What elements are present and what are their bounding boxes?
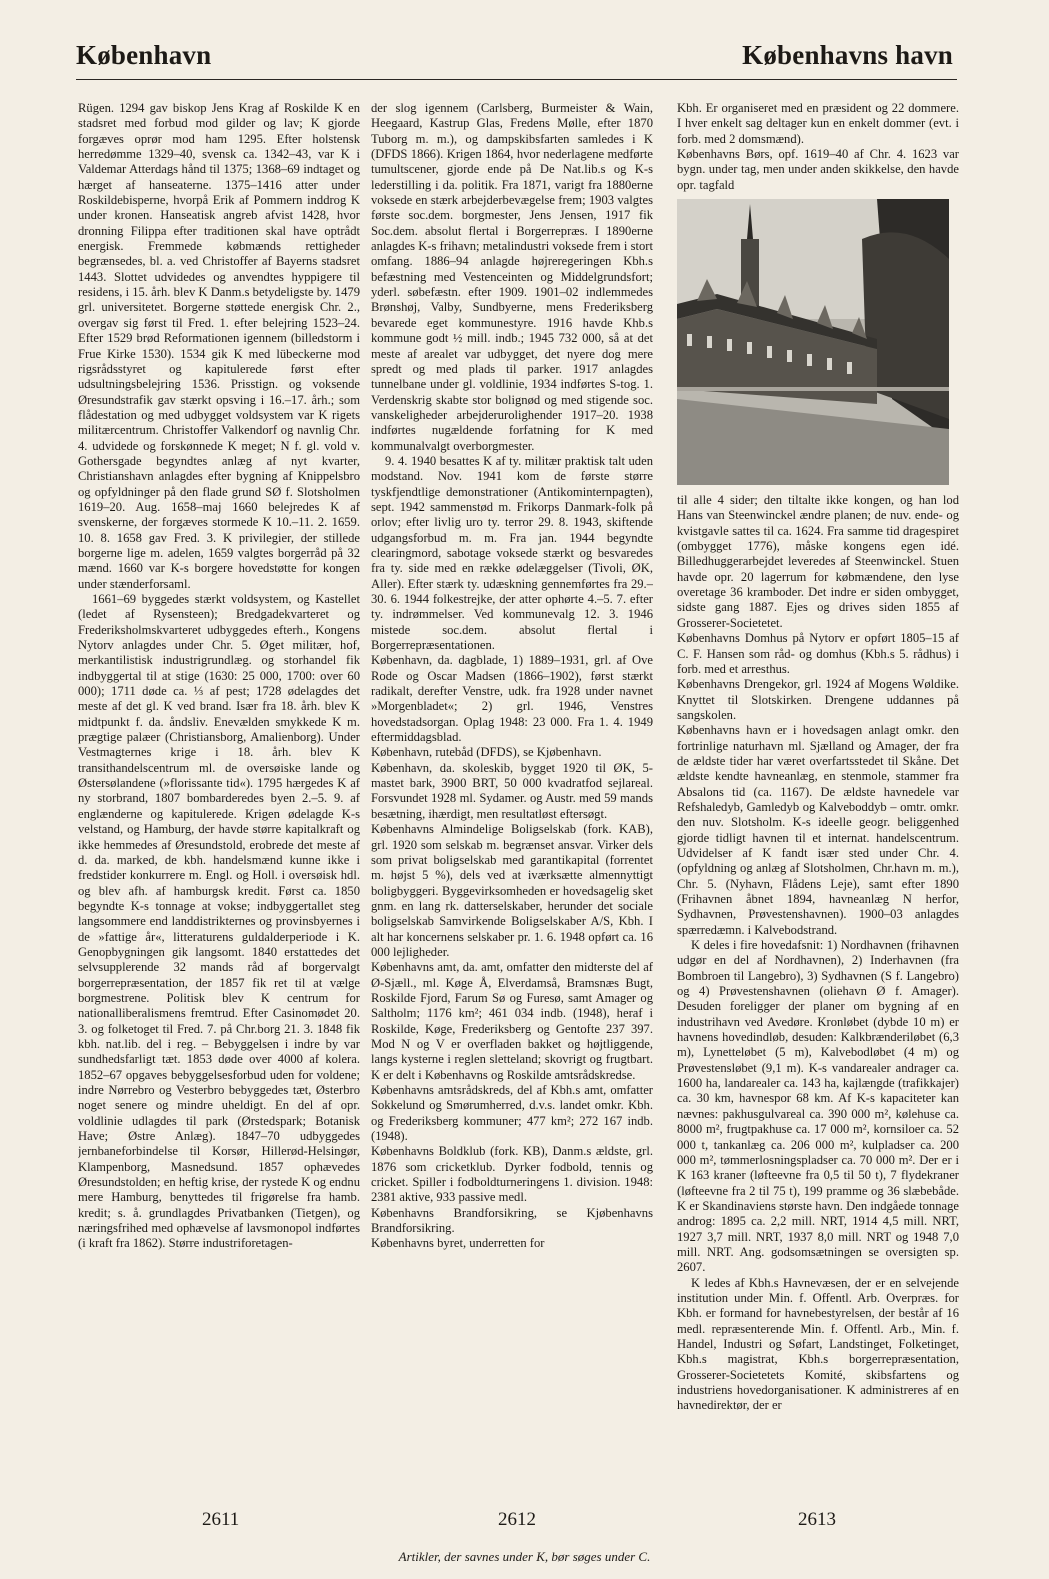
running-head-left: København bbox=[76, 40, 212, 70]
entry-boligselskab: Københavns Almindelige Boligselskab (fork. KAB), grl. 1920 som selskab m. begrænset ansvar. Virker dels som privat boligselskab med garantikapital (forrentet m. højst 5 %), dels ved at iværksætte almennyttigt boligbyggeri. Byggevirksomheden er hovedsagelig sket gnm. en lang rk. datterselskaber, herunder det sociale boligselskab Samvirkende Boligselskaber A/S, Kbh. I alt har koncernens selskaber pr. 1. 6. 1948 opført ca. 16 000 lejligheder. bbox=[371, 822, 653, 959]
paragraph: 9. 4. 1940 besattes K af ty. militær praktisk talt uden modstand. Nov. 1941 kom de første større tyskfjendtlige demonstrationer (Antikominternpagten), sept. 1942 sammenstød m. Frikorps Danmark-folk på orlov; efter livlig uro ty. terror 29. 8. 1943, skiftende udgangsforbud m. m. Fra jan. 1944 begyndte clearingmord, sabotage voksede stærkt og besvaredes fra ty. side med en række ødelæggelser (Tivoli, ØK, Aller). Efter stærk ty. udæskning gennemførtes fra 29.–30. 6. 1944 folkestrejke, der atter ophørte 4.–5. 7. efter ty. indrømmelser. Ved kommunevalg 12. 3. 1946 mistede soc.dem. absolut flertal i Borgerrepræsentationen. bbox=[371, 453, 653, 653]
entry-havn: Københavns havn er i hovedsagen anlagt omkr. den fortrinlige naturhavn ml. Sjælland og Amager, der fra de ældste tider har været overfartsstedet til Skåne. Det ældste kendte havneanlæg, en stenmole, stammer fra Absalons tid (ca. 1167). De ældste havnedele var Refshaledyb, Gamledyb og Kalveboddyb – omtr. omkr. den nuv. Slotsholm. K-s ideelle geogr. beliggenhed gjorde tidligt havnen til et internat. handelscentrum. Udvidelser af K fandt især sted under Chr. 4. (opfyldning og anlæg af Slotsholmen, Chr.havn m. m.), Chr. 5. (Nyhavn, Flådens Leje), samt efter 1890 (Frihavnen åbnet 1894, havneanlæg N herfor, Sydhavnen, Prøvestenshavnen). 1900–03 anlagdes spærredæmn. i Kalvebodstrand. bbox=[677, 723, 959, 937]
paragraph: 1661–69 byggedes stærkt voldsystem, og Kastellet (ledet af Rysensteen); Bredgadekvarteret og Frederiksholmskvarteret udbyggedes efterh., Kongens Nytorv anlagdes under Chr. 5. Øget militær, hof, merkantilistisk industrigrundlæg. og storhandel fik indbyggertal til at stige (1630: 25 000, 1700: over 60 000); 1711 døde ca. ⅓ af pest; 1728 ødelagdes det meste af det gl. K ved brand. Især fra 18. årh. blev K midtpunkt f. da. åndsliv. Enevælden smykkede K m. prægtige palæer (Christiansborg, Amalienborg). Under Vestmagternes krige i 18. årh. blev K transithandelscentrum ml. de oversøiske lande og Østersølandene (»florissante tid«). 1795 hærgedes K af ny storbrand, 1807 bombarderedes byen 2.–5. 9. af englænderne og kapitulerede. Krigen ødelagde K-s velstand, og Hamburg, der havde større kapitalkraft og ikke hemmedes af Øresundstold, erobrede det meste af d. da. marked, de kbh. handelsmænd kunne ikke i fredstider konkurrere m. Engl. og Holl. i oversøisk hdl. og blev afh. af hamburgsk kredit. Først ca. 1850 begyndte K-s tonnage at vokse; indbyggertallet steg langsommere end landdistrikternes og provinsbyernes i de »fattige år«, litteraturens guldalderperiode i K. Genopbygningen gik langsomt. 1840 erstattedes det selvsupplerende 32 mands råd af borgervalgt borgerrepræsentation, der 1857 fik ret til at vælge borgmestrene. Politisk blev K centrum for nationalliberalismens fremtrud. Efter Casinomødet 20. 3. og folketoget til Fred. 7. på Chr.borg 21. 3. 1848 fik kbh. nat.lib. del i reg. – Bebyggelsen i indre by var sundhedsfarligt tæt. 1853 døde over 4000 af kolera. 1852–67 opgaves bebyggelsesforbud uden for voldene; indre Nørrebro og Vesterbro bebyggedes tæt, Østerbro noget senere og mindre uheldigt. En del af opr. voldlinie udlagdes til park (Ørstedspark; Botanisk Have; Østre Anlæg). 1847–70 udbyggedes jernbaneforbindelse til Korsør, Hillerød-Helsingør, Klampenborg, Masnedsund. 1857 ophævedes Øresundstolden; en heftig krise, der rystede K og endnu mere Hamburg, benyttedes til frigørelse fra hamb. kredit; s. å. grundlagdes Privatbanken (Tietgen), og næringsfrihed med ophævelse af lavsmonopol indførtes (i kraft fra 1862). Større industriforetagen- bbox=[78, 592, 360, 1251]
paragraph: til alle 4 sider; den tiltalte ikke kongen, og han lod Hans van Steenwinckel ændre planen; de nuv. ende- og kvistgavle sattes til ca. 1624. Fra samme tid dragespiret (ombygget 1776), måske kongens egen idé. Billedhuggerarbejdet leveredes af Steenwinckel. Stuen havde opr. 20 lagerrum for købmændene, den lyse overetage 36 kramboder. Det indre er siden ombygget, sidste gang 1887. Ejes og drives siden 1855 af Grosserer-Societetet. bbox=[677, 493, 959, 630]
column-2 bbox=[371, 101, 653, 1476]
paragraph: Kbh. Er organiseret med en præsident og 22 dommere. I hver enkelt sag deltager kun en enkelt dommer (evt. i forb. med 2 domsmænd). bbox=[677, 101, 959, 146]
paragraph: K deles i fire hovedafsnit: 1) Nordhavnen (frihavnen udgør en del af Nordhavnen), 2) Inderhavnen (fra Bombroen til Langebro), 3) Sydhavnen (S f. Langebro) og 4) Prøvestenshavnen (oliehavn Ø f. Amager). Desuden foreligger der planer om bygning af en industrihavn ved Avedøre. Kronløbet (dybde 10 m) er havnens hovedindløb, desuden: Kalkbrænderiløbet (6,3 m), Lynetteløbet (5 m), Kalvebodløbet (4 m) og Prøvestensløbet (9,1 m). K-s vandarealer andrager ca. 1600 ha, landarealer ca. 143 ha, kajlængde (trafikkajer) ca. 30 km, havnespor 68 km. Af K-s kapaciteter kan nævnes: pakhusgulvareal ca. 390 000 m², kølehuse ca. 8000 m², frugtpakhuse ca. 17 000 m², kornsiloer ca. 52 000 t, tankanlæg ca. 206 000 m², kulpladser ca. 200 000 m², tømmerlosningspladser ca. 70 000 m². Der er i K 163 kraner (løfteevne fra 0,5 til 50 t), 7 flydekraner (løfteevne fra 2 til 75 t), 199 pramme og 36 slæbebåde. K er Skandinaviens største havn. Den indgåede tonnage androg: 1895 ca. 2,2 mill. NRT, 1914 4,5 mill. NRT, 1927 3,7 mill. NRT, 1937 8,0 mill. NRT og 1948 7,0 mill. NRT. Ang. godsomsætningen se oversigten sp. 2607. bbox=[677, 938, 959, 1275]
paragraph: K ledes af Kbh.s Havnevæsen, der er en selvejende institution under Min. f. Offentl. Arb. Overpræs. for Kbh. er formand for havnebestyrelsen, der består af 16 medl. repræsenterende Min. f. Offentl. Arb., Min. f. Handel, Industri og Søfart, Landstinget, Folketinget, Kbh.s magistrat, Kbh.s borgerrepræsentation, Grosserer-Societetets Komité, skibsfartens og industriens hovedorganisationer. K administreres af en havnedirektør, der er bbox=[677, 1275, 959, 1413]
entry-byret: Københavns byret, underretten for bbox=[371, 1236, 545, 1251]
paragraph: Rügen. 1294 gav biskop Jens Krag af Roskilde K en stadsret med forbud mod gilder og lav; K gjorde forgæves oprør mod ham 1295. Efter holstensk herredømme 1329–40, svensk ca. 1342–43, var K i Valdemar Atterdags hånd til 1375; 1368–69 indtaget og hærget af hanseaterne. 1375–1416 atter under Roskildebisperne, hvorpå Erik af Pommern inddrog K under kronen. Hanseatisk angreb afvist 1428, hvor dronning Filippa efter traditionen skal have optrådt energisk. Fremmede købmænds rettigheder begrænsedes, bl. a. ved Christoffer af Bayerns stadsret 1443. Slottet udvidedes og anvendtes hyppigere til residens, i 15. årh. blev K Danm.s betydeligste by. 1479 grl. universitetet. Borgerne støttede energisk Chr. 2., overgav sig først til Fred. 1. efter belejring 1523–24. Efter 1529 brød Reformationen igennem (billedstorm i Frue Kirke 1530). 1534 gik K med lübeckerne mod rigsrådsstyret og kapitulerede først efter udsultningsbelejring 1536. Prisstign. og voksende Øresundstrafik gav stærkt opsving i 16.–17. årh.; som flådestation og med udbygget voldsystem var K rigets militærcentrum. Christoffer Valkendorf og navnlig Chr. 4. udvidede og forskønnede K meget; N f. gl. vold v. Gothersgade begyndtes anlæg af nyt kvarter, Christianshavn anlagdes efter bygning af Knippelsbro og opfyldninger på den flade grund SØ f. Slotsholmen 1619–20. Aug. 1658–maj 1660 belejredes K af svenskerne, der forgæves stormede K 10.–11. 2. 1659. 10. 8. 1658 gav Fred. 3. K privilegier, der stillede borgerne lige m. adelen, 1659 valgtes borgerråd på 32 mænd. 1660 var K-s borgere hovedstøtte for kongen under stænderforsaml. bbox=[78, 101, 360, 591]
paragraph: der slog igennem (Carlsberg, Burmeister & Wain, Heegaard, Kastrup Glas, Fredens Mølle, efter 1870 Tuborg m. m.), og dampskibsfarten samledes i K (DFDS 1866). Krigen 1864, hvor nederlagene medførte tumultscener, gjorde ende på De Nat.lib.s og K-s lederstilling i da. politik. Fra 1871, varigt fra 1880erne voksede en stærk arbejderbevægelse frem; 1903 valgtes første soc.dem. borgmester, Jens Jensen, 1917 fik Soc.dem. absolut flertal i Borgerrepræs. I 1890erne anlagdes K-s frihavn; metalindustri voksede frem i stort omfang. 1886–94 anlagde højreregeringen Kbh.s befæstning med Vestenceinten og Middelgrundsfort; yderl. søbefæstn. efter 1909. 1901–02 indlemmedes Brønshøj, Valby, Sundbyerne, mens Frederiksberg bevarede eget kommunestyre. 1916 havde Khb.s kommune godt ½ mill. indb.; 1945 732 000, så at det meste af arealet var udbygget, det nyere dog mere spredt og med plads til parker. 1917 anlagdes tunnelbane under gl. voldlinie, 1934 indførtes S-tog. 1. Verdenskrig skabte stor bolignød og med stigende soc. vanskeligheder arbejderurolighender 1917–20. 1938 indførtes nugældende forfatning for K med kommunalvalgt overborgmester. bbox=[371, 101, 653, 453]
entry-domhus: Københavns Domhus på Nytorv er opført 1805–15 af C. F. Hansen som råd- og domhus (Kbh.s 5. rådhus) i forb. med et arresthus. bbox=[677, 631, 959, 676]
page-number-left: 2611 bbox=[202, 1509, 240, 1530]
entry-kobenhavns-amt: Københavns amt, da. amt, omfatter den midterste del af Ø-Sjæll., ml. Køge Å, Elverdamså, Bramsnæs Bugt, Roskilde Fjord, Farum Sø og Furesø, samt Amager og Saltholm; 1176 km²; 461 034 indb. (1948), heraf i Roskilde, Køge, Frederiksberg og Gentofte 237 397. Mod N og V er overfladen bakket og højtliggende, langs kysterne i reglen sletteland; skovrigt og frugtbart. K er delt i Københavns og Roskilde amtsrådskredse. bbox=[371, 960, 653, 1082]
entry-kobenhavn-rutebad: København, rutebåd (DFDS), se Kjøbenhavn. bbox=[371, 745, 602, 760]
entry-kobenhavn-skoleskib: København, da. skoleskib, bygget 1920 til ØK, 5-mastet bark, 3900 BRT, 50 000 kvadratfod sejlareal. Forsvundet 1928 ml. Sydamer. og Austr. med 59 mands besætning, ihærdigt, men resultatløst eftersøgt. bbox=[371, 760, 653, 821]
entry-amtsradskreds: Københavns amtsrådskreds, del af Kbh.s amt, omfatter Sokkelund og Smørumherred, d.v.s. landet omkr. Kbh. og Frederiksberg kommuner; 477 km²; 272 167 indb. (1948). bbox=[371, 1083, 653, 1144]
running-head-right: Københavns havn bbox=[742, 40, 953, 70]
entry-boldklub: Københavns Boldklub (fork. KB), Danm.s ældste, grl. 1876 som cricketklub. Dyrker fodbold, tennis og cricket. Spiller i fodboldturneringens 1. division. 1948: 2381 aktive, 933 passive medl. bbox=[371, 1144, 653, 1205]
entry-drengekor: Københavns Drengekor, grl. 1924 af Mogens Wøldike. Knyttet til Slotskirken. Drengene uddannes på sangskolen. bbox=[677, 677, 959, 722]
header-rule bbox=[76, 79, 957, 80]
entry-kobenhavn-dagblade: København, da. dagblade, 1) 1889–1931, grl. af Ove Rode og Oscar Madsen (1866–1902), først stærkt radikalt, derefter Venstre, udk. fra 1928 under navnet »Morgenbladet«; 2) grl. 1946, Venstres hovedstadsorgan. Oplag 1948: 23 000. Fra 1. 4. 1949 eftermiddagsblad. bbox=[371, 653, 653, 745]
column-1 bbox=[78, 101, 360, 1476]
page-number-middle: 2612 bbox=[498, 1509, 536, 1530]
entry-brandforsikring: Københavns Brandforsikring, se Kjøbenhavns Brandforsikring. bbox=[371, 1205, 653, 1236]
borsen-photo bbox=[677, 199, 949, 485]
page-number-right: 2613 bbox=[798, 1509, 836, 1530]
column-3 bbox=[677, 101, 959, 1476]
entry-borsen: Københavns Børs, opf. 1619–40 af Chr. 4. 1623 var bygn. under tag, men under anden skikkelse, den havde opr. tagfald bbox=[677, 147, 959, 192]
footer-note: Artikler, der savnes under K, bør søges under C. bbox=[398, 1549, 651, 1564]
